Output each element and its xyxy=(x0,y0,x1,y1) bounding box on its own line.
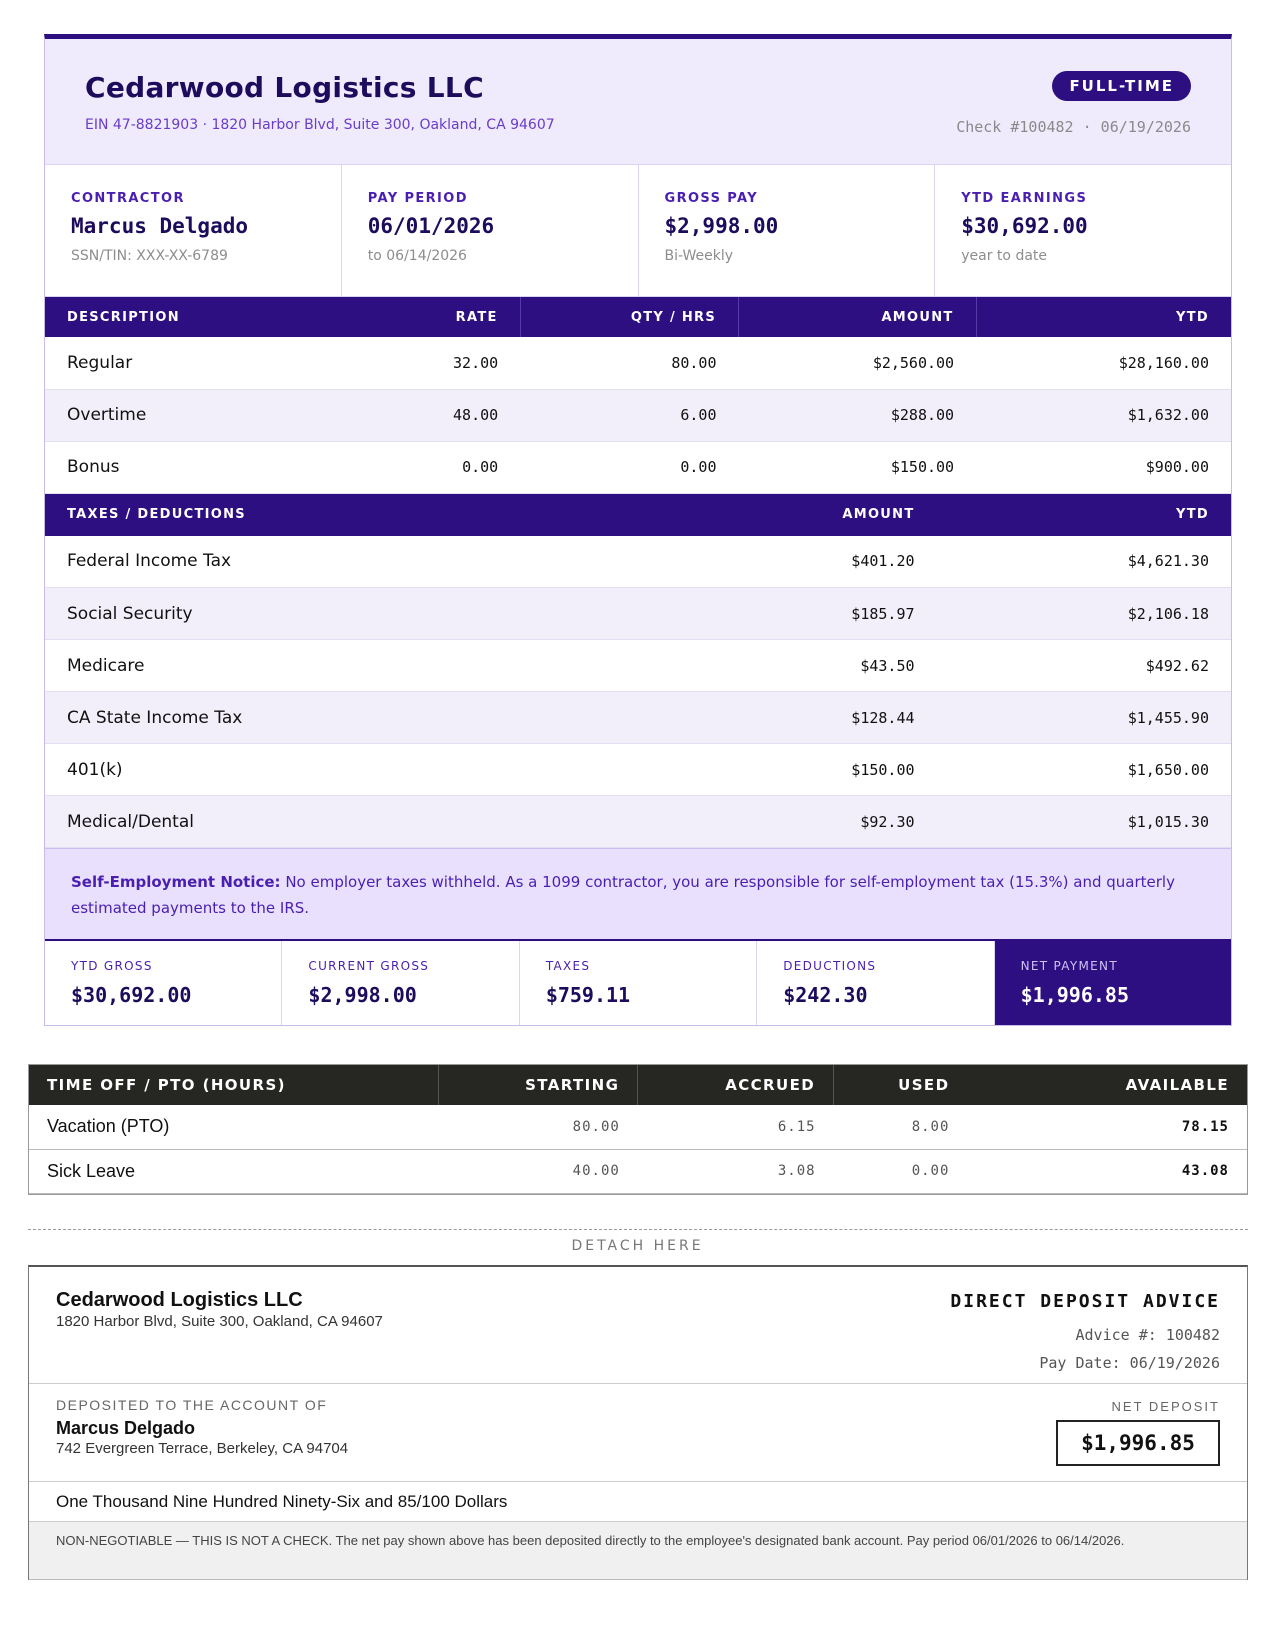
earning-ytd: $900.00 xyxy=(976,441,1231,493)
advice-payee-section xyxy=(29,1384,1247,1482)
company-name: Cedarwood Logistics LLC xyxy=(85,71,484,104)
earning-ytd: $1,632.00 xyxy=(976,389,1231,441)
total-value: $242.30 xyxy=(783,983,868,1007)
total-label: CURRENT GROSS xyxy=(308,959,430,973)
earning-amount: $288.00 xyxy=(739,389,977,441)
earning-qty: 6.00 xyxy=(520,389,738,441)
amount-in-words: One Thousand Nine Hundred Ninety-Six and 85/100 Dollars xyxy=(29,1482,1247,1522)
col-used: USED xyxy=(834,1065,968,1105)
table-row xyxy=(45,640,1231,692)
col-available: AVAILABLE xyxy=(967,1065,1247,1105)
table-row xyxy=(29,1149,1247,1193)
tax-ytd: $492.62 xyxy=(937,640,1231,692)
net-deposit-label: NET DEPOSIT xyxy=(1111,1399,1220,1414)
stub-header xyxy=(45,39,1231,165)
pay-frequency: Bi-Weekly xyxy=(664,248,734,264)
tax-amount: $128.44 xyxy=(739,692,937,744)
tax-description: 401(k) xyxy=(45,744,739,796)
table-row xyxy=(45,692,1231,744)
tax-amount: $92.30 xyxy=(739,796,937,848)
employment-type-badge: FULL-TIME xyxy=(1052,71,1191,101)
earning-amount: $2,560.00 xyxy=(739,337,977,389)
pay-period-start: 06/01/2026 xyxy=(367,214,495,238)
total-label: TAXES xyxy=(545,959,591,973)
total-value: $30,692.00 xyxy=(71,983,192,1007)
earnings-header-row xyxy=(45,297,1231,337)
earning-description: Bonus xyxy=(45,441,429,493)
pto-used: 8.00 xyxy=(834,1105,968,1149)
total-label: NET PAYMENT xyxy=(1020,959,1118,973)
table-row xyxy=(45,337,1231,389)
col-tax-ytd: YTD xyxy=(937,494,1231,536)
tax-amount: $401.20 xyxy=(739,536,937,588)
total-label: DEDUCTIONS xyxy=(783,959,877,973)
tax-ytd: $1,650.00 xyxy=(937,744,1231,796)
tax-description: Medicare xyxy=(45,640,739,692)
earnings-table xyxy=(45,297,1231,494)
table-row xyxy=(45,389,1231,441)
advice-company-address: 1820 Harbor Blvd, Suite 300, Oakland, CA 94607 xyxy=(56,1313,383,1330)
advice-title: DIRECT DEPOSIT ADVICE xyxy=(950,1291,1220,1312)
deposited-to-label: DEPOSITED TO THE ACCOUNT OF xyxy=(56,1397,328,1413)
total-value: $1,996.85 xyxy=(1020,983,1129,1007)
earning-ytd: $28,160.00 xyxy=(976,337,1231,389)
total-value: $759.11 xyxy=(545,983,631,1007)
total-value: $2,998.00 xyxy=(308,983,417,1007)
tax-amount: $185.97 xyxy=(739,588,937,640)
total-label: YTD GROSS xyxy=(71,959,153,973)
tax-ytd: $2,106.18 xyxy=(937,588,1231,640)
total-deductions xyxy=(757,941,994,1025)
totals-row xyxy=(45,939,1231,1025)
payee-name: Marcus Delgado xyxy=(56,1418,196,1438)
earning-amount: $150.00 xyxy=(739,441,977,493)
pay-period-label: PAY PERIOD xyxy=(367,191,468,206)
earning-description: Overtime xyxy=(45,389,429,441)
earning-rate: 48.00 xyxy=(429,389,520,441)
ytd-earnings-sub: year to date xyxy=(961,248,1048,264)
non-negotiable-disclaimer: NON-NEGOTIABLE — THIS IS NOT A CHECK. The net pay shown above has been deposited directly to the employee's designated bank account. Pay period 06/01/2026 to 06/14/2026. xyxy=(29,1522,1247,1580)
pto-type: Vacation (PTO) xyxy=(29,1105,438,1149)
pto-available: 43.08 xyxy=(967,1149,1247,1193)
pto-table xyxy=(29,1065,1247,1194)
table-row xyxy=(45,536,1231,588)
earning-description: Regular xyxy=(45,337,429,389)
col-starting: STARTING xyxy=(438,1065,638,1105)
tax-description: Federal Income Tax xyxy=(45,536,739,588)
total-net-payment xyxy=(995,941,1231,1025)
company-address: EIN 47-8821903 · 1820 Harbor Blvd, Suite 300, Oakland, CA 94607 xyxy=(85,117,555,133)
col-ytd: YTD xyxy=(976,297,1231,337)
tax-ytd: $1,455.90 xyxy=(937,692,1231,744)
pay-period-cell xyxy=(342,165,639,296)
col-amount: AMOUNT xyxy=(739,297,977,337)
table-row xyxy=(45,796,1231,848)
pto-accrued: 3.08 xyxy=(638,1149,834,1193)
tax-ytd: $1,015.30 xyxy=(937,796,1231,848)
taxes-header-row xyxy=(45,494,1231,536)
earning-qty: 0.00 xyxy=(520,441,738,493)
detach-label: DETACH HERE xyxy=(571,1238,704,1254)
notice-title: Self-Employment Notice: xyxy=(71,873,281,891)
earning-qty: 80.00 xyxy=(520,337,738,389)
total-current-gross xyxy=(282,941,519,1025)
col-tax-amount: AMOUNT xyxy=(739,494,937,536)
payee-address: 742 Evergreen Terrace, Berkeley, CA 94704 xyxy=(56,1440,349,1457)
tax-amount: $43.50 xyxy=(739,640,937,692)
ytd-earnings-cell xyxy=(935,165,1231,296)
contractor-cell xyxy=(45,165,342,296)
gross-pay-label: GROSS PAY xyxy=(664,191,759,206)
col-accrued: ACCRUED xyxy=(638,1065,834,1105)
pto-header-row xyxy=(29,1065,1247,1105)
pay-stub xyxy=(44,34,1232,1026)
col-qty-hrs: QTY / HRS xyxy=(520,297,738,337)
contractor-name: Marcus Delgado xyxy=(71,214,249,238)
col-description: DESCRIPTION xyxy=(45,297,429,337)
table-row xyxy=(29,1105,1247,1149)
table-row xyxy=(45,588,1231,640)
self-employment-notice xyxy=(45,848,1231,939)
ytd-earnings-label: YTD EARNINGS xyxy=(961,191,1088,206)
gross-pay-cell xyxy=(639,165,936,296)
net-deposit-amount: $1,996.85 xyxy=(1056,1420,1220,1466)
check-number-date: Check #100482 · 06/19/2026 xyxy=(956,118,1191,136)
earning-rate: 32.00 xyxy=(429,337,520,389)
summary-info-row xyxy=(45,165,1231,297)
pto-accrued: 6.15 xyxy=(638,1105,834,1149)
detach-divider xyxy=(28,1229,1248,1230)
pto-type: Sick Leave xyxy=(29,1149,438,1193)
contractor-label: CONTRACTOR xyxy=(71,191,185,206)
pto-starting: 80.00 xyxy=(438,1105,638,1149)
ytd-earnings-value: $30,692.00 xyxy=(961,214,1088,238)
advice-header xyxy=(29,1267,1247,1384)
tax-description: Social Security xyxy=(45,588,739,640)
tax-description: Medical/Dental xyxy=(45,796,739,848)
pay-period-end: to 06/14/2026 xyxy=(367,248,467,264)
notice-text: No employer taxes withheld. As a 1099 contractor, you are responsible for self-employment tax (15.3%) and quarterly estimated payments to the IRS. xyxy=(71,873,1175,917)
col-time-off: TIME OFF / PTO (HOURS) xyxy=(29,1065,438,1105)
total-taxes xyxy=(520,941,757,1025)
advice-company-name: Cedarwood Logistics LLC xyxy=(56,1289,303,1311)
advice-pay-date: Pay Date: 06/19/2026 xyxy=(1039,1354,1220,1372)
pto-table-container xyxy=(28,1064,1248,1195)
tax-amount: $150.00 xyxy=(739,744,937,796)
pto-used: 0.00 xyxy=(834,1149,968,1193)
gross-pay-value: $2,998.00 xyxy=(664,214,779,238)
direct-deposit-advice xyxy=(28,1265,1248,1580)
tax-ytd: $4,621.30 xyxy=(937,536,1231,588)
total-ytd-gross xyxy=(45,941,282,1025)
advice-number: Advice #: 100482 xyxy=(1075,1326,1220,1344)
table-row xyxy=(45,744,1231,796)
earning-rate: 0.00 xyxy=(429,441,520,493)
tax-description: CA State Income Tax xyxy=(45,692,739,744)
contractor-tin: SSN/TIN: XXX-XX-6789 xyxy=(71,248,228,264)
taxes-deductions-table xyxy=(45,494,1231,849)
col-rate: RATE xyxy=(429,297,520,337)
table-row xyxy=(45,441,1231,493)
col-tax-description: TAXES / DEDUCTIONS xyxy=(45,494,739,536)
pto-available: 78.15 xyxy=(967,1105,1247,1149)
pto-starting: 40.00 xyxy=(438,1149,638,1193)
